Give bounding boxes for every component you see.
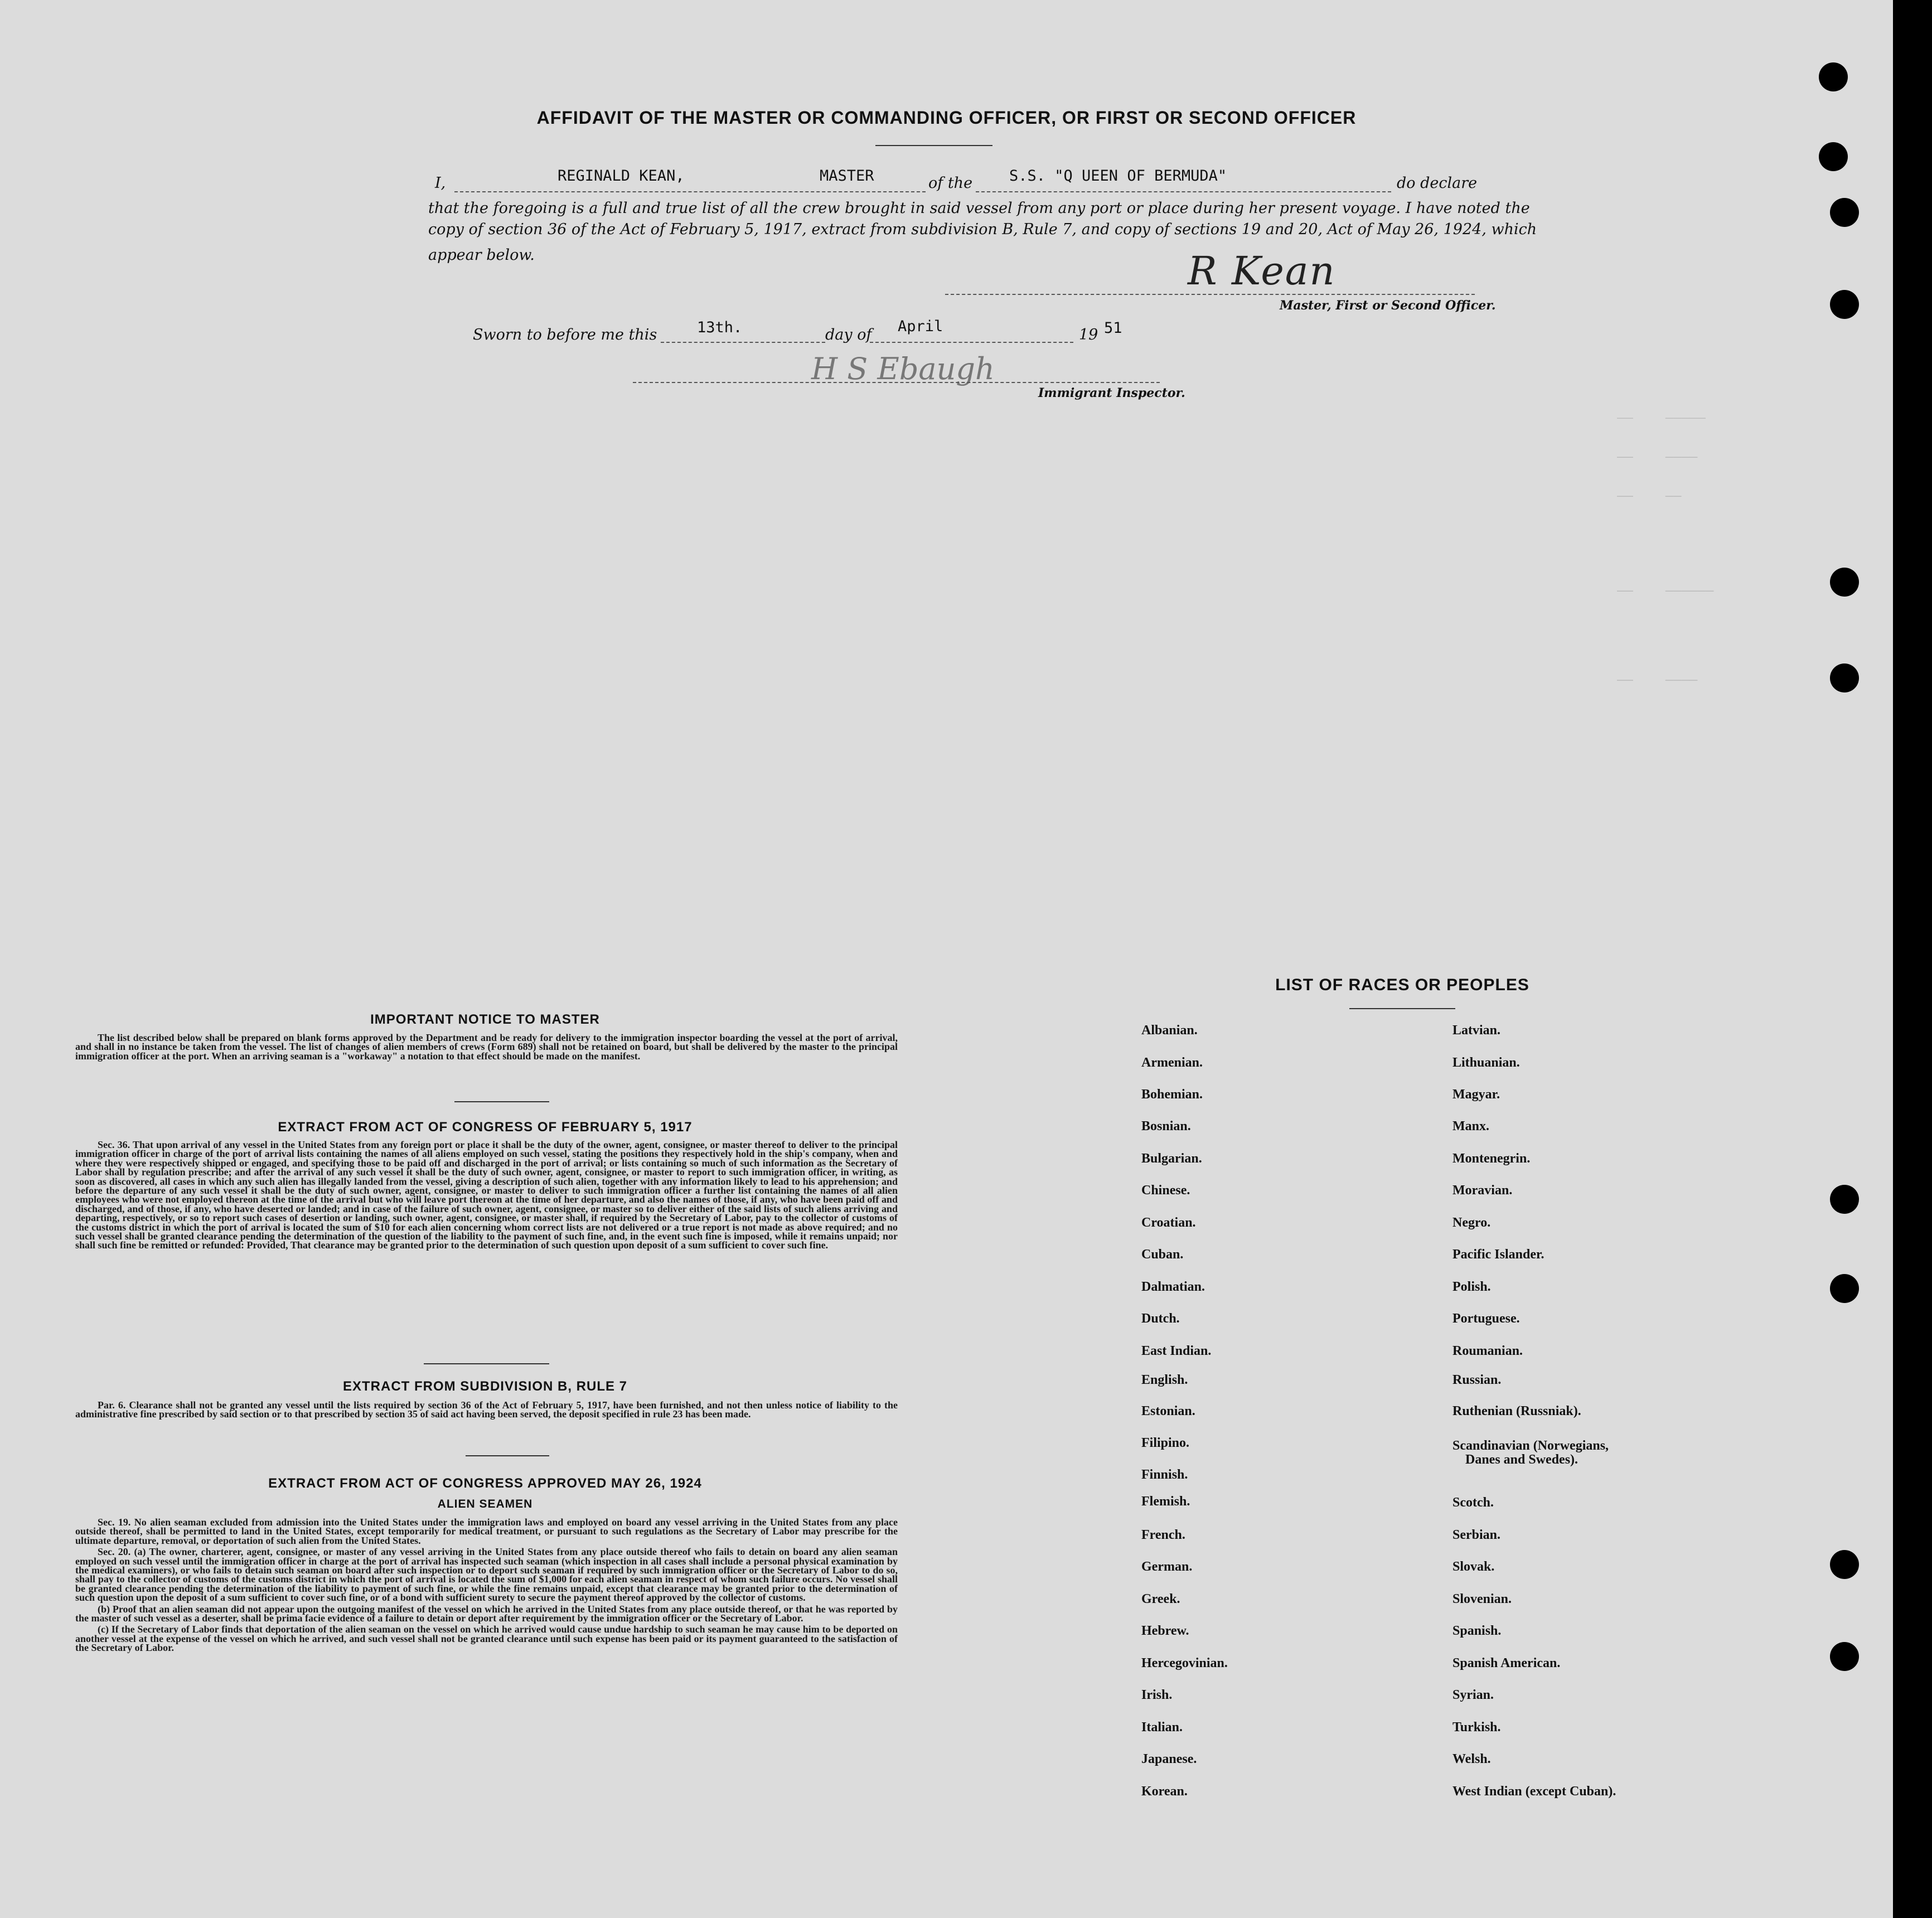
divider bbox=[424, 1363, 549, 1364]
race-item: Latvian. bbox=[1452, 1023, 1501, 1038]
month-line bbox=[870, 342, 1073, 343]
races-title: LIST OF RACES OR PEOPLES bbox=[1275, 976, 1529, 994]
declaration-line-2: that the foregoing is a full and true list of all the crew brought in said vessel from any port or place during her present voyage. I have noted the bbox=[428, 200, 1530, 217]
pronoun-label: I, bbox=[435, 175, 446, 192]
master-rank: MASTER bbox=[820, 167, 874, 185]
races-title-underline bbox=[1349, 1008, 1455, 1009]
extract-1924-body bbox=[75, 1518, 898, 1655]
race-item: Bulgarian. bbox=[1141, 1151, 1202, 1166]
race-item: Manx. bbox=[1452, 1119, 1489, 1134]
divider bbox=[466, 1455, 549, 1456]
bleed-through-text: —— ————— bbox=[1617, 410, 1706, 425]
race-item: Polish. bbox=[1452, 1280, 1491, 1294]
race-item: Spanish. bbox=[1452, 1624, 1502, 1638]
race-item: Slovak. bbox=[1452, 1559, 1495, 1574]
master-name: REGINALD KEAN, bbox=[558, 167, 685, 185]
section-36-paragraph: Sec. 36. That upon arrival of any vessel in the United States from any foreign port or place it shall be the duty of the owner, agent, consignee, or master thereof to deliver to the principal immigration officer in charge of the port of arrival lists containing the names of all aliens employed on such vessel, stating the positions they respectively hold in the ship's company, when and where they were respectively shipped or engaged, and specifying those to be paid off and discharged in the port of arrival; or lists containing so much of such information as the Secretary of Labor shall by regulation prescribe; and after the arrival of any such vessel it shall be the duty of such owner, agent, consignee, or master to report to such immigration officer, in writing, as soon as discovered, all cases in which any such alien has illegally landed from the vessel, giving a description of such alien, together with any information likely to lead to his apprehension; and before the departure of any such vessel it shall be the duty of such owner, agent, consignee, or master to deliver to such immigration officer a further list containing the names of all alien employees who were not employed thereon at the time of the arrival but who will leave port thereon at the time of her departure, and also the names of those, if any, who have been paid off and discharged, and of those, if any, who have deserted or landed; and in case of the failure of such owner, agent, consignee, or master so to deliver either of the said lists of such aliens arriving and departing, respectively, or so to report such cases of desertion or landing, such owner, agent, consignee, or master shall, if required by the Secretary of Labor, pay to the collector of customs of the customs district in which the port of arrival is located the sum of $10 for each alien concerning whom correct lists are not delivered or a true report is not made as above required; and no such vessel shall be granted clearance pending the determination of the question of the liability to the payment of such fine, and, in the event such fine is imposed, while it remains unpaid; nor shall such fine be remitted or refunded: Provided, That clearance may be granted prior to the determination of such question upon deposit of a sum sufficient to cover such fine. bbox=[75, 1139, 898, 1251]
binder-hole bbox=[1830, 290, 1859, 319]
section-20a-paragraph: Sec. 20. (a) The owner, charterer, agent, consignee, or master of any vessel arriving in the United States from any place outside thereof who fails to detain on board any alien seaman employed on such vessel until the immigration officer in charge at the port of arrival has inspected such seaman (which inspection in all cases shall include a personal physical examination by the medical examiners), or who fails to detain such seaman on board after such inspection or to deport such seaman if required by such immigration officer or the Secretary of Labor to do so, shall pay to the collector of customs of the customs district in which the port of arrival is located the sum of $1,000 for each alien seaman in respect of whom such failure occurs. No vessel shall be granted clearance pending the determination of the liability to payment of such fine, or while the fine remains unpaid, except that clearance may be granted prior to the determination of such question upon the deposit of a sum sufficient to cover such fine, or of a bond with sufficient surety to secure the payment thereof approved by the collector of customs. bbox=[75, 1546, 898, 1604]
race-item: Slovenian. bbox=[1452, 1592, 1512, 1606]
sworn-prefix: Sworn to before me this bbox=[473, 326, 657, 343]
inspector-caption: Immigrant Inspector. bbox=[1038, 386, 1185, 400]
binder-hole bbox=[1819, 142, 1848, 171]
race-item: Finnish. bbox=[1141, 1467, 1188, 1482]
year-prefix: 19 bbox=[1079, 326, 1098, 343]
race-item: Syrian. bbox=[1452, 1688, 1494, 1702]
inspector-signature: H S Ebaugh bbox=[811, 351, 995, 386]
sworn-month: April bbox=[898, 318, 943, 335]
race-item: Italian. bbox=[1141, 1720, 1183, 1735]
race-item: Dalmatian. bbox=[1141, 1280, 1205, 1294]
race-item: Danes and Swedes). bbox=[1465, 1452, 1578, 1467]
race-item: Moravian. bbox=[1452, 1183, 1513, 1198]
binder-hole bbox=[1830, 198, 1859, 227]
race-item: Scandinavian (Norwegians, bbox=[1452, 1438, 1609, 1453]
race-item: German. bbox=[1141, 1559, 1193, 1574]
binder-hole bbox=[1830, 1274, 1859, 1303]
race-item: Hercegovinian. bbox=[1141, 1656, 1228, 1670]
race-item: Magyar. bbox=[1452, 1087, 1500, 1102]
sworn-day: 13th. bbox=[697, 319, 743, 336]
par-6-paragraph: Par. 6. Clearance shall not be granted any vessel until the lists required by section 36 of the Act of February 5, 1917, have been furnished, and not then unless notice of liability to the administrative fine prescribed by said section or to that prescribed by section 35 of said act having been served, the deposit specified in rule 23 has been made. bbox=[75, 1399, 898, 1420]
declaration-line-4: appear below. bbox=[428, 246, 535, 264]
of-the-label: of the bbox=[928, 175, 973, 192]
race-item: Russian. bbox=[1452, 1373, 1502, 1387]
vessel-line bbox=[976, 191, 1391, 192]
race-item: East Indian. bbox=[1141, 1344, 1212, 1358]
day-of-label: day of bbox=[825, 326, 872, 343]
extract-rule7-body bbox=[75, 1401, 898, 1421]
bleed-through-text: —— ———— bbox=[1617, 449, 1698, 464]
race-item: Albanian. bbox=[1141, 1023, 1198, 1038]
extract-1917-title: EXTRACT FROM ACT OF CONGRESS OF FEBRUARY 5, 1917 bbox=[278, 1120, 693, 1135]
binder-hole bbox=[1830, 1185, 1859, 1214]
race-item: Ruthenian (Russniak). bbox=[1452, 1404, 1581, 1418]
binder-hole bbox=[1819, 62, 1848, 91]
race-item: Greek. bbox=[1141, 1592, 1180, 1606]
race-item: Bosnian. bbox=[1141, 1119, 1191, 1134]
section-19-paragraph: Sec. 19. No alien seaman excluded from admission into the United States under the immigration laws and employed on board any vessel arriving in the United States from any place outside thereof, shall be permitted to land in the United States, except temporarily for medical treatment, or pursuant to such regulations as the Secretary of Labor may prescribe for the ultimate departure, removal, or deportation of such alien from the United States. bbox=[75, 1517, 898, 1546]
race-item: Scotch. bbox=[1452, 1495, 1494, 1510]
race-item: Cuban. bbox=[1141, 1247, 1184, 1262]
race-item: Hebrew. bbox=[1141, 1624, 1189, 1638]
race-item: Estonian. bbox=[1141, 1404, 1195, 1418]
race-item: Pacific Islander. bbox=[1452, 1247, 1544, 1262]
bleed-through-text: —— —————— bbox=[1617, 583, 1714, 598]
race-item: Negro. bbox=[1452, 1215, 1491, 1230]
extract-rule7-title: EXTRACT FROM SUBDIVISION B, RULE 7 bbox=[342, 1379, 628, 1394]
race-item: Lithuanian. bbox=[1452, 1055, 1520, 1070]
race-item: Bohemian. bbox=[1141, 1087, 1203, 1102]
section-20b-paragraph: (b) Proof that an alien seaman did not appear upon the outgoing manifest of the vessel on which he arrived in the United States from any place outside thereof, or that he was reported by the master of such vessel as a deserter, shall be prima facie evidence of a failure to detain or deport after requirement by the immigration officer or the Secretary of Labor. bbox=[75, 1603, 898, 1624]
binder-hole bbox=[1830, 663, 1859, 692]
race-item: Serbian. bbox=[1452, 1528, 1501, 1542]
name-line bbox=[454, 191, 926, 192]
race-item: Flemish. bbox=[1141, 1494, 1190, 1509]
race-item: West Indian (except Cuban). bbox=[1452, 1784, 1616, 1799]
bleed-through-text: —— —— bbox=[1617, 488, 1682, 503]
divider bbox=[454, 1101, 549, 1102]
race-item: Turkish. bbox=[1452, 1720, 1501, 1735]
race-item: Spanish American. bbox=[1452, 1656, 1561, 1670]
do-declare-label: do declare bbox=[1397, 175, 1478, 192]
master-signature-line bbox=[945, 294, 1475, 295]
race-item: Filipino. bbox=[1141, 1436, 1190, 1450]
race-item: Portuguese. bbox=[1452, 1311, 1520, 1326]
race-item: English. bbox=[1141, 1373, 1188, 1387]
master-caption: Master, First or Second Officer. bbox=[1280, 298, 1496, 313]
race-item: Montenegrin. bbox=[1452, 1151, 1531, 1166]
race-item: Chinese. bbox=[1141, 1183, 1190, 1198]
binder-hole bbox=[1830, 1642, 1859, 1671]
title-underline bbox=[875, 145, 992, 146]
race-item: Roumanian. bbox=[1452, 1344, 1523, 1358]
race-item: Croatian. bbox=[1141, 1215, 1196, 1230]
race-item: Dutch. bbox=[1141, 1311, 1180, 1326]
notice-title: IMPORTANT NOTICE TO MASTER bbox=[370, 1012, 600, 1027]
inspector-signature-line bbox=[633, 382, 1160, 383]
notice-body bbox=[75, 1033, 898, 1063]
affidavit-title: AFFIDAVIT OF THE MASTER OR COMMANDING OFFICER, OR FIRST OR SECOND OFFICER bbox=[536, 108, 1357, 128]
year-suffix: 51 bbox=[1104, 319, 1122, 337]
race-item: Korean. bbox=[1141, 1784, 1188, 1799]
race-item: Japanese. bbox=[1141, 1752, 1197, 1766]
binder-hole bbox=[1830, 1550, 1859, 1579]
binder-hole bbox=[1830, 568, 1859, 597]
race-item: Welsh. bbox=[1452, 1752, 1491, 1766]
vessel-name: S.S. "Q UEEN OF BERMUDA" bbox=[1009, 167, 1227, 185]
day-line bbox=[661, 342, 825, 343]
section-20c-paragraph: (c) If the Secretary of Labor finds that deportation of the alien seaman on the vessel on which he arrived would cause undue hardship to such seaman he may cause him to be deported on another vessel at the expense of the vessel on which he arrived, and such vessel shall not be granted clearance until such expense has been paid or its payment guaranteed to the satisfaction of the Secretary of Labor. bbox=[75, 1624, 898, 1654]
race-item: Armenian. bbox=[1141, 1055, 1203, 1070]
race-item: French. bbox=[1141, 1528, 1185, 1542]
race-item: Irish. bbox=[1141, 1688, 1173, 1702]
extract-1917-body bbox=[75, 1140, 898, 1252]
declaration-line-3: copy of section 36 of the Act of February 5, 1917, extract from subdivision B, Rule 7, and copy of sections 19 and 20, Act of May 26, 1924, which bbox=[428, 221, 1537, 238]
bleed-through-text: —— ———— bbox=[1617, 672, 1698, 687]
master-signature: R Kean bbox=[1188, 248, 1336, 294]
extract-1924-title: EXTRACT FROM ACT OF CONGRESS APPROVED MAY 26, 1924 bbox=[268, 1476, 702, 1491]
notice-paragraph: The list described below shall be prepared on blank forms approved by the Department and be ready for delivery to the immigration inspector boarding the vessel at the port of arrival, and shall in no instance be taken from the vessel. The list of changes of alien members of crews (Form 689) shall not be retained on board, but shall be delivered by the master to the principal immigration officer at the port. When an arriving seaman is a "workaway" a notation to that effect should be made on the manifest. bbox=[75, 1032, 898, 1062]
alien-seamen-subtitle: ALIEN SEAMEN bbox=[437, 1498, 533, 1510]
